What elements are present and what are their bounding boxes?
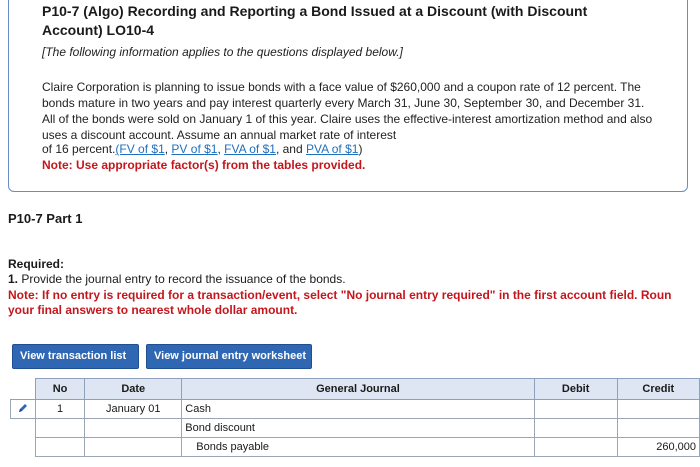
factor-note: Note: Use appropriate factor(s) from the tables provided. [42, 158, 366, 172]
edit-entry-cell [11, 419, 36, 438]
problem-intro: [The following information applies to the questions displayed below.] [42, 45, 403, 59]
part-title: P10-7 Part 1 [8, 211, 83, 226]
account-cell[interactable]: Bonds payable [182, 438, 534, 457]
credit-cell[interactable] [617, 400, 699, 419]
account-cell[interactable]: Bond discount [182, 419, 534, 438]
entry-number [35, 419, 84, 438]
problem-body-tail: of 16 percent. [42, 142, 116, 156]
date-column-header: Date [85, 379, 182, 400]
close-paren: ) [358, 142, 363, 156]
journal-row [11, 419, 700, 438]
debit-cell[interactable] [534, 438, 617, 457]
table-links-line: of 16 percent.(FV of $1, PV of $1, FVA of $1, and PVA of $1) [42, 142, 363, 156]
credit-cell[interactable] [617, 419, 699, 438]
journal-table [10, 378, 700, 457]
fva-table-link[interactable]: FVA of $1 [224, 142, 276, 156]
pv-table-link[interactable]: PV of $1 [171, 142, 218, 156]
debit-cell[interactable] [534, 400, 617, 419]
edit-entry-cell[interactable] [11, 400, 36, 419]
debit-column-header: Debit [534, 379, 617, 400]
and-text: , and [275, 142, 306, 156]
problem-body: Claire Corporation is planning to issue bonds with a face value of $260,000 and a coupon rate of 12 percent. The bonds mature in two years and pay interest quarterly every March 31, June 30, September 30, and December 31. All of the bonds were sold on January 1 of this year. Claire uses the effective-interest amortization method and also uses a discount account. Assume an annual market rate of interest [42, 80, 653, 142]
entry-date[interactable] [85, 438, 182, 457]
credit-column-header: Credit [617, 379, 699, 400]
no-column-header: No [35, 379, 84, 400]
entry-date[interactable]: January 01 [85, 400, 182, 419]
entry-date[interactable] [85, 419, 182, 438]
journal-header-row [11, 379, 700, 400]
pva-table-link[interactable]: PVA of $1 [305, 142, 359, 156]
required-label: Required: [8, 257, 65, 271]
view-journal-worksheet-button[interactable]: View journal entry worksheet [146, 344, 312, 369]
entry-note-line1: Note: If no entry is required for a transaction/event, select "No journal entry required" in the first account field. Roun [8, 288, 672, 302]
entry-number [35, 438, 84, 457]
journal-row [11, 400, 700, 419]
view-transaction-list-button[interactable]: View transaction list [12, 344, 139, 369]
credit-cell[interactable]: 260,000 [617, 438, 699, 457]
required-number: 1. [8, 272, 19, 286]
account-cell[interactable]: Cash [182, 400, 534, 419]
entry-note-line2: your final answers to nearest whole dollar amount. [8, 303, 298, 317]
journal-row [11, 438, 700, 457]
general-journal-column-header: General Journal [182, 379, 534, 400]
edit-entry-cell [11, 438, 36, 457]
required-text: Provide the journal entry to record the issuance of the bonds. [18, 272, 346, 286]
edit-column-header [11, 379, 36, 400]
required-instruction [8, 272, 346, 286]
pencil-icon[interactable] [17, 402, 29, 417]
debit-cell[interactable] [534, 419, 617, 438]
fv-table-link[interactable]: (FV of $1 [115, 142, 165, 156]
entry-number: 1 [35, 400, 84, 419]
problem-title: P10-7 (Algo) Recording and Reporting a Bond Issued at a Discount (with Discount Account) LO10-4 [42, 3, 588, 38]
